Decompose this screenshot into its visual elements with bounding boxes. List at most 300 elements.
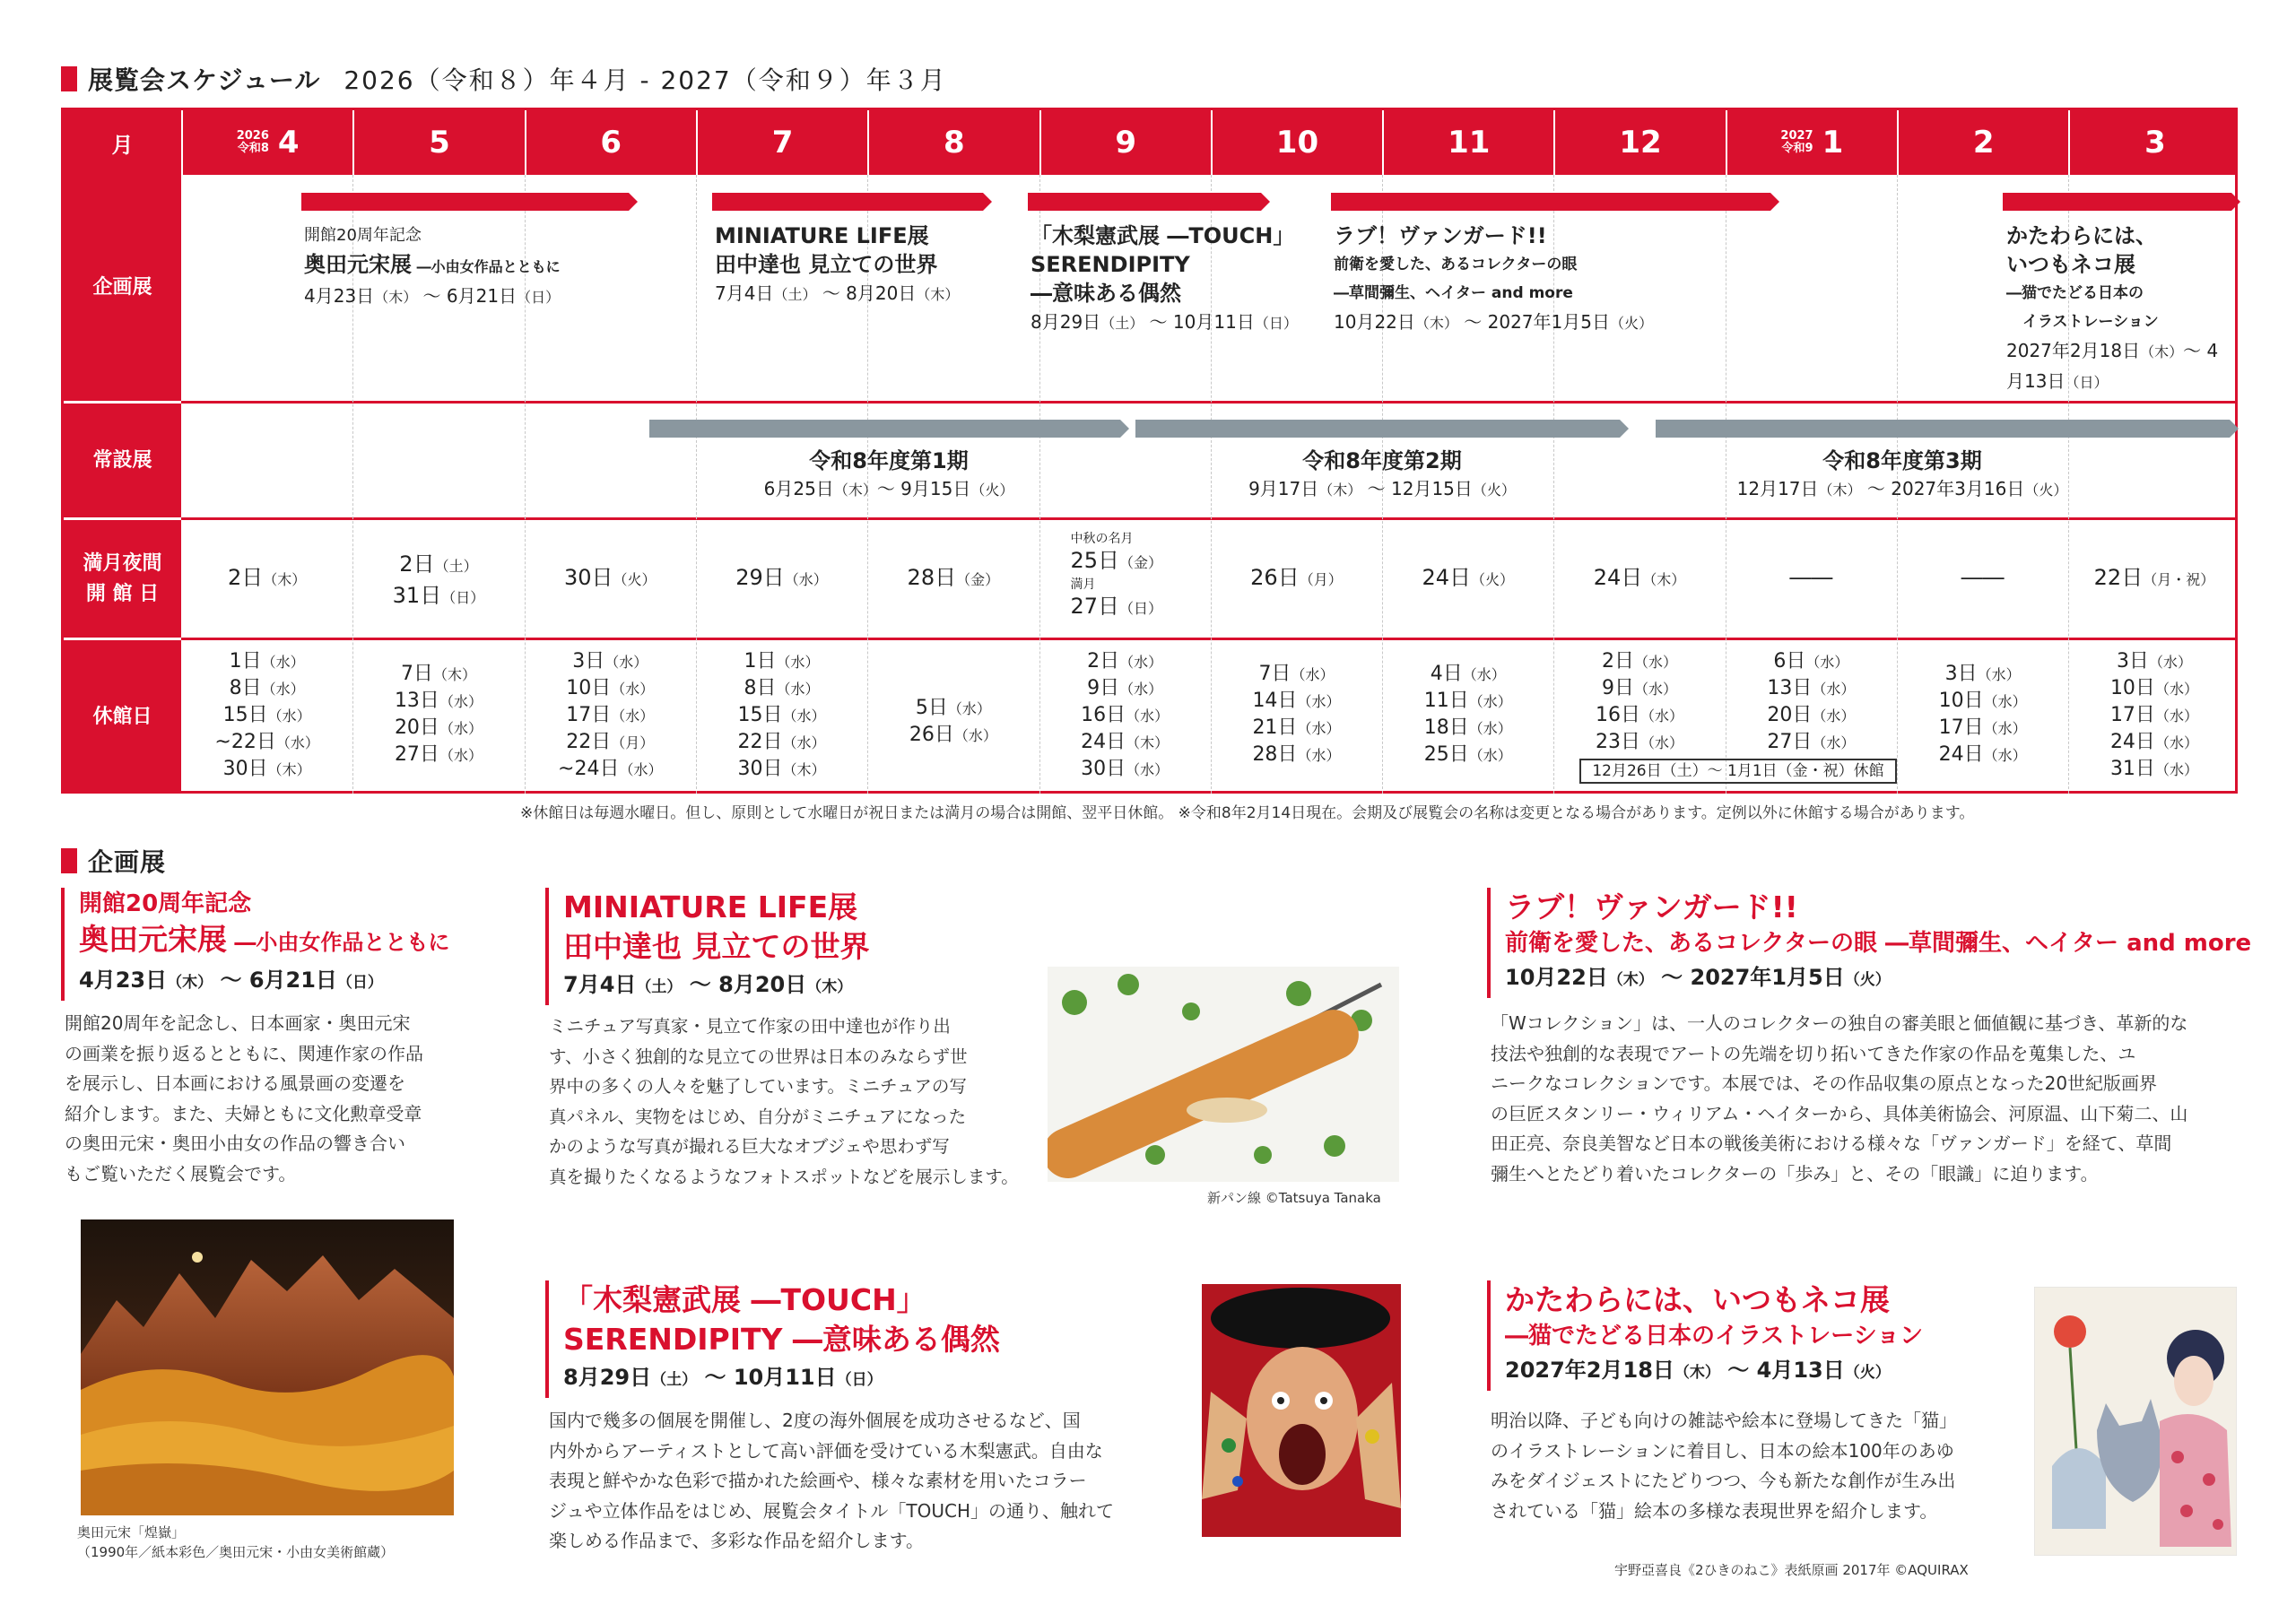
day: 20日 bbox=[1767, 704, 1813, 726]
closed-day bbox=[1039, 675, 1211, 702]
weekday: （木） bbox=[267, 761, 311, 778]
closed-day bbox=[696, 702, 867, 729]
weekday: （水） bbox=[439, 720, 483, 737]
night-date bbox=[1726, 563, 1897, 594]
day: 13日 bbox=[394, 690, 439, 712]
miniature-caption: 新パン線 ©Tatsuya Tanaka bbox=[1207, 1190, 1381, 1206]
weekday: （木） bbox=[916, 286, 960, 303]
closed-day bbox=[352, 715, 524, 742]
special-line-2 bbox=[2006, 250, 2235, 279]
miniature-title-1: MINIATURE LIFE展 bbox=[563, 890, 858, 924]
day: 9日 bbox=[1087, 677, 1120, 699]
day: 1日 bbox=[744, 650, 777, 673]
okuda-title-1: 開館20周年記念 bbox=[79, 890, 252, 917]
exhibition-neko bbox=[1487, 1280, 1923, 1391]
day: 30日 bbox=[563, 565, 613, 590]
special-line-2-text: 田中達也 見立ての世界 bbox=[715, 252, 938, 277]
kinashi-body: 国内で幾多の個展を開催し、2度の海外個展を成功させるなど、国 内外からアーティストとして高い評価を受けている木梨憲武。自由な 表現と鮮やかな色彩で描かれた絵画や、様々な素材を用いたコラー ジュや立体作品をはじめ、展覧会タイトル「TOUCH」の通り、触れて 楽しめる作品まで、多彩な作品を紹介します。 bbox=[549, 1410, 1115, 1552]
special-exhibition-3 bbox=[1031, 221, 1298, 338]
weekday: （水） bbox=[784, 571, 828, 588]
weekday: （木） bbox=[833, 482, 877, 499]
day: 11日 bbox=[1423, 690, 1469, 712]
weekday: （水） bbox=[439, 747, 483, 764]
divider bbox=[181, 638, 2235, 640]
weekday: （火） bbox=[613, 571, 657, 588]
day: 15日 bbox=[222, 704, 268, 726]
weekday: （水） bbox=[947, 700, 991, 717]
permanent-exhibition-bar bbox=[649, 420, 1129, 438]
closed-days-month-3 bbox=[525, 648, 696, 783]
night-opening-month-9 bbox=[1553, 563, 1725, 595]
closed-day bbox=[1553, 729, 1725, 756]
closed-days-month-8 bbox=[1382, 661, 1553, 768]
weekday: （木） bbox=[374, 289, 418, 306]
special-exhibition-bar bbox=[1028, 193, 1270, 211]
day: 30日 bbox=[737, 758, 783, 780]
weekday: （水） bbox=[2148, 654, 2192, 671]
closed-day bbox=[1897, 688, 2068, 715]
closed-day bbox=[1726, 729, 1897, 756]
weekday: （水） bbox=[1634, 681, 1678, 698]
weekday: （木） bbox=[1414, 315, 1458, 332]
closed-day bbox=[525, 675, 696, 702]
weekday: （水） bbox=[1462, 666, 1506, 683]
weekday: （木） bbox=[2140, 343, 2184, 360]
day: 29日 bbox=[735, 565, 785, 590]
day: 24日 bbox=[2109, 731, 2155, 753]
night-date bbox=[1039, 594, 1211, 621]
month-2-header bbox=[352, 110, 524, 175]
closed-day bbox=[867, 722, 1039, 749]
weekday: （水） bbox=[1126, 761, 1170, 778]
day: 25日 bbox=[1423, 743, 1469, 766]
special-dates bbox=[715, 279, 959, 309]
schedule-title: 展覧会スケジュール bbox=[88, 65, 321, 95]
special-line-1: ラブ！ヴァンガード!! bbox=[1334, 223, 1547, 248]
detail-heading bbox=[61, 843, 166, 879]
day: 2日 bbox=[1602, 650, 1635, 673]
weekday: （土） bbox=[773, 286, 817, 303]
closed-day bbox=[696, 648, 867, 675]
okuda-caption: 奥田元宋「煌嶽」 （1990年／紙本彩色／奥田元宋・小由女美術館蔵） bbox=[77, 1524, 395, 1560]
day: 8日 bbox=[229, 677, 262, 699]
night-opening-month-8 bbox=[1382, 563, 1553, 595]
weekday: （水） bbox=[1977, 666, 2021, 683]
weekday: （水） bbox=[782, 707, 826, 725]
weekday: （水） bbox=[776, 681, 820, 698]
exhibition-okuda bbox=[61, 888, 449, 1001]
weekday: （水） bbox=[439, 693, 483, 710]
exhibition-love-vanguard bbox=[1487, 888, 2251, 998]
date-start: 4月23日 bbox=[304, 285, 375, 307]
night-opening-month-11 bbox=[1897, 563, 2068, 594]
weekday: （水） bbox=[1812, 707, 1856, 725]
special-line-1: 開館20周年記念 bbox=[304, 226, 422, 245]
love-title-1: ラブ！ヴァンガード!! bbox=[1505, 890, 1798, 924]
day: 6日 bbox=[1773, 650, 1806, 673]
neko-title-2: ―猫でたどる日本のイラストレーション bbox=[1505, 1323, 1924, 1350]
closed-days-month-5 bbox=[867, 695, 1039, 749]
day: 2日 bbox=[228, 565, 264, 590]
permanent-name: 令和8年度第1期 bbox=[809, 448, 969, 473]
night-date bbox=[1382, 563, 1553, 595]
night-date bbox=[181, 563, 352, 595]
weekday: （水） bbox=[1983, 747, 2027, 764]
month-10-header bbox=[1726, 110, 1897, 175]
permanent-exhibition-3 bbox=[1678, 446, 2126, 503]
day: 20日 bbox=[394, 716, 439, 739]
day: 22日 bbox=[2093, 565, 2144, 590]
weekday: （木） bbox=[263, 571, 307, 588]
day: 1日 bbox=[229, 650, 262, 673]
night-date bbox=[352, 581, 524, 612]
night-opening-month-2 bbox=[352, 550, 524, 612]
weekday: （土） bbox=[1100, 315, 1144, 332]
permanent-exhibition-2 bbox=[1158, 446, 1606, 503]
special-line-2-text: 奥田元宋展 bbox=[304, 252, 412, 277]
exhibition-miniature bbox=[545, 888, 870, 1005]
month-9-header bbox=[1553, 110, 1725, 175]
day: 24日 bbox=[1593, 565, 1643, 590]
weekday: （木） bbox=[782, 761, 826, 778]
special-line-2 bbox=[304, 250, 561, 282]
day: 28日 bbox=[1252, 743, 1298, 766]
night-opening-month-7 bbox=[1211, 563, 1382, 595]
closed-day bbox=[181, 675, 352, 702]
weekday: （水） bbox=[2154, 761, 2198, 778]
day: 3日 bbox=[572, 650, 605, 673]
closed-day bbox=[1553, 648, 1725, 675]
okuda-title-2 bbox=[79, 920, 449, 962]
weekday: （木） bbox=[1126, 734, 1170, 751]
closed-day bbox=[1039, 729, 1211, 756]
special-exhibition-bar bbox=[1331, 193, 1779, 211]
closed-day bbox=[867, 695, 1039, 722]
closed-days-month-11 bbox=[1897, 661, 2068, 768]
heading-marker bbox=[61, 848, 77, 873]
special-line-2-sub: ―小由女作品とともに bbox=[412, 258, 561, 275]
date-end: ～ 2027年3月16日 bbox=[1861, 478, 2025, 499]
closed-day bbox=[1553, 675, 1725, 702]
special-line-3: ―猫でたどる日本の bbox=[2006, 284, 2144, 302]
day: 13日 bbox=[1767, 677, 1813, 699]
closed-day bbox=[525, 648, 696, 675]
day: 24日 bbox=[1938, 743, 1984, 766]
okuda-title-sub: ―小由女作品とともに bbox=[227, 930, 450, 955]
closed-day bbox=[181, 756, 352, 783]
weekday: （木） bbox=[1318, 482, 1362, 499]
day: 10日 bbox=[566, 677, 612, 699]
closed-day bbox=[2068, 756, 2239, 783]
row-label-special: 企画展 bbox=[64, 175, 181, 401]
day: 16日 bbox=[1596, 704, 1641, 726]
day: 18日 bbox=[1423, 716, 1469, 739]
weekday: （水） bbox=[1468, 720, 1512, 737]
special-dates bbox=[1031, 308, 1298, 338]
day: 22日 bbox=[566, 731, 612, 753]
weekday: （土） bbox=[434, 558, 478, 575]
permanent-name: 令和8年度第3期 bbox=[1822, 448, 1982, 473]
weekday: （水） bbox=[604, 654, 648, 671]
special-line-2-text: いつもネコ展 bbox=[2006, 252, 2135, 277]
day: 4日 bbox=[1430, 663, 1463, 685]
day: 31日 bbox=[2109, 758, 2155, 780]
weekday: （水） bbox=[2154, 734, 2198, 751]
special-exhibition-2 bbox=[715, 221, 959, 309]
day: 7日 bbox=[400, 663, 433, 685]
special-line-1: 「木梨憲武展 ―TOUCH」 bbox=[1031, 223, 1295, 248]
day: ―― bbox=[1789, 565, 1833, 590]
date-end: ～ 12月15日 bbox=[1361, 478, 1473, 499]
closed-days-month-12 bbox=[2068, 648, 2239, 783]
closed-day bbox=[1726, 648, 1897, 675]
day: 5日 bbox=[915, 697, 948, 719]
closed-days-month-10 bbox=[1726, 648, 1897, 756]
year-mark-text: 2026 bbox=[236, 129, 269, 143]
closed-day bbox=[696, 729, 867, 756]
closed-day bbox=[1553, 702, 1725, 729]
weekday: （金） bbox=[956, 571, 1000, 588]
night-opening-month-4 bbox=[696, 563, 867, 595]
month-8-header bbox=[1382, 110, 1553, 175]
divider bbox=[181, 517, 2235, 520]
special-line-2-text: SERENDIPITY bbox=[1031, 252, 1190, 277]
closed-day bbox=[352, 688, 524, 715]
special-exhibition-bar bbox=[2003, 193, 2240, 211]
weekday: （水） bbox=[1291, 666, 1335, 683]
kinashi-title-1: 「木梨憲武展 ―TOUCH」 bbox=[563, 1282, 926, 1317]
special-line-2 bbox=[1031, 250, 1298, 279]
weekday: （水） bbox=[2154, 707, 2198, 725]
night-date bbox=[1897, 563, 2068, 594]
okuda-title-main: 奥田元宋展 bbox=[79, 922, 227, 957]
date-start: 6月25日 bbox=[763, 478, 834, 499]
year-mark-text: 2027 bbox=[1780, 129, 1813, 143]
weekday: （水） bbox=[776, 654, 820, 671]
day: 27日 bbox=[394, 743, 439, 766]
kinashi-dates: 8月29日（土） ～ 10月11日（日） bbox=[563, 1365, 883, 1390]
day: 23日 bbox=[1596, 731, 1641, 753]
weekday: （水） bbox=[1983, 720, 2027, 737]
special-dates bbox=[1334, 308, 1653, 338]
day: 24日 bbox=[1422, 565, 1471, 590]
permanent-dates bbox=[1158, 476, 1606, 503]
closed-day bbox=[1382, 715, 1553, 742]
okuda-dates: 4月23日（木） ～ 6月21日（日） bbox=[79, 968, 383, 993]
night-date bbox=[1211, 563, 1382, 595]
closed-day bbox=[1211, 661, 1382, 688]
day: 30日 bbox=[1081, 758, 1126, 780]
permanent-name: 令和8年度第2期 bbox=[1302, 448, 1462, 473]
permanent-exhibition-1 bbox=[665, 446, 1113, 503]
weekday: （水） bbox=[611, 681, 655, 698]
weekday: （日） bbox=[1254, 315, 1298, 332]
special-dates bbox=[304, 282, 561, 312]
day: 7日 bbox=[1258, 663, 1292, 685]
closed-day bbox=[2068, 702, 2239, 729]
month-number: 6 bbox=[600, 125, 622, 161]
weekday: （水） bbox=[1983, 693, 2027, 710]
weekday: （水） bbox=[261, 654, 305, 671]
permanent-exhibition-bar bbox=[1135, 420, 1629, 438]
closed-days-month-2 bbox=[352, 661, 524, 768]
weekday: （木） bbox=[1642, 571, 1686, 588]
date-start: 10月22日 bbox=[1334, 311, 1415, 333]
day: 3日 bbox=[2116, 650, 2149, 673]
month-number: 3 bbox=[2144, 125, 2166, 161]
day: 14日 bbox=[1252, 690, 1298, 712]
special-line-2-text: 前衛を愛した、あるコレクターの眼 bbox=[1334, 256, 1578, 273]
weekday: （火） bbox=[1472, 482, 1516, 499]
date-end: ～ 9月15日 bbox=[876, 478, 971, 499]
month-number: 7 bbox=[771, 125, 794, 161]
miniature-title-2: 田中達也 見立ての世界 bbox=[563, 929, 870, 964]
closed-day bbox=[352, 661, 524, 688]
month-12-header bbox=[2068, 110, 2239, 175]
day: 28日 bbox=[907, 565, 957, 590]
month-number: 1 bbox=[1822, 125, 1844, 161]
night-date bbox=[867, 563, 1039, 595]
closed-day bbox=[352, 742, 524, 768]
closed-days-month-9 bbox=[1553, 648, 1725, 756]
weekday: （水） bbox=[1640, 734, 1684, 751]
closed-day bbox=[1897, 715, 2068, 742]
year-mark-text: 令和9 bbox=[1781, 142, 1813, 155]
day: ~22日 bbox=[214, 731, 276, 753]
weekday: （水） bbox=[1805, 654, 1849, 671]
night-date bbox=[1039, 548, 1211, 576]
closed-day bbox=[2068, 648, 2239, 675]
year-mark bbox=[1780, 130, 1813, 155]
month-number: 5 bbox=[429, 125, 450, 161]
year-mark bbox=[237, 130, 269, 155]
month-1-header bbox=[181, 110, 352, 175]
special-line-2 bbox=[1334, 250, 1653, 279]
weekday: （水） bbox=[1297, 693, 1341, 710]
weekday: （木） bbox=[1818, 482, 1862, 499]
weekday: （月・祝） bbox=[2143, 571, 2215, 588]
closed-day bbox=[1039, 702, 1211, 729]
day: 2日 bbox=[1087, 650, 1120, 673]
weekday: （水） bbox=[1468, 747, 1512, 764]
date-end: ～ 4月13日 bbox=[2006, 340, 2219, 392]
weekday: （水） bbox=[275, 734, 319, 751]
day: 10日 bbox=[2109, 677, 2155, 699]
miniature-body: ミニチュア写真家・見立て作家の田中達也が作り出 す、小さく独創的な見立ての世界は日本のみならず世 界中の多くの人々を魅了しています。ミニチュアの写 真パネル、実物をはじめ、自分がミニチュアになった かのような写真が撮れる巨大なオブジェや思わず写 真を撮りたくなるようなフォトスポットなどを展示します。 bbox=[549, 1016, 1019, 1187]
day: 26日 bbox=[909, 724, 954, 746]
day: 30日 bbox=[222, 758, 268, 780]
night-opening-month-12 bbox=[2068, 563, 2239, 595]
special-line-1: MINIATURE LIFE展 bbox=[715, 223, 929, 248]
special-exhibition-4 bbox=[1334, 221, 1653, 338]
okuda-painting-image bbox=[81, 1219, 454, 1515]
weekday: （火） bbox=[1609, 315, 1653, 332]
weekday: （月） bbox=[611, 734, 655, 751]
day: 16日 bbox=[1081, 704, 1126, 726]
month-5-header bbox=[867, 110, 1039, 175]
closed-day bbox=[696, 756, 867, 783]
closed-day bbox=[525, 756, 696, 783]
closed-day bbox=[1039, 756, 1211, 783]
night-date bbox=[352, 550, 524, 581]
day: 3日 bbox=[1944, 663, 1978, 685]
closed-day bbox=[1726, 702, 1897, 729]
year-mark-text: 令和8 bbox=[237, 142, 269, 155]
closed-day bbox=[2068, 675, 2239, 702]
date-end: ～ 10月11日 bbox=[1144, 311, 1255, 333]
weekday: （水） bbox=[2154, 681, 2198, 698]
day: 26日 bbox=[1250, 565, 1300, 590]
month-11-header bbox=[1897, 110, 2068, 175]
night-opening-month-3 bbox=[525, 563, 696, 595]
closed-day bbox=[696, 675, 867, 702]
closed-day bbox=[1211, 688, 1382, 715]
month-label: 月 bbox=[111, 132, 134, 158]
kinashi-title-2: SERENDIPITY ―意味ある偶然 bbox=[563, 1322, 1000, 1357]
closed-day bbox=[181, 702, 352, 729]
day: 17日 bbox=[1938, 716, 1984, 739]
okuda-body: 開館20周年を記念し、日本画家・奥田元宋 の画業を振り返るとともに、関連作家の作品 を展示し、日本画における風景画の変遷を 紹介します。また、夫婦ともに文化勲章受章 の奥田元宋・奥田小由女の作品の響き合い もご覧いただく展覧会です。 bbox=[65, 1012, 423, 1185]
night-date bbox=[696, 563, 867, 595]
closed-day bbox=[525, 702, 696, 729]
weekday: （日） bbox=[441, 589, 485, 606]
permanent-dates bbox=[665, 476, 1113, 503]
day: 24日 bbox=[1081, 731, 1126, 753]
neko-caption: 宇野亞喜良《2ひきのねこ》表紙原画 2017年 ©AQUIRAX bbox=[1614, 1562, 1969, 1578]
night-date bbox=[525, 563, 696, 595]
weekday: （水） bbox=[1812, 734, 1856, 751]
miniature-bread-train-image bbox=[1048, 967, 1399, 1182]
closed-day bbox=[1897, 661, 2068, 688]
weekday: （水） bbox=[1297, 747, 1341, 764]
month-header-row bbox=[64, 110, 2235, 175]
special-line-3: ―草間彌生、ヘイター and more bbox=[1334, 284, 1573, 302]
row-label-permanent: 常設展 bbox=[64, 404, 181, 517]
date-end: ～ 8月20日 bbox=[816, 282, 917, 304]
day: 21日 bbox=[1252, 716, 1298, 739]
weekday: （日） bbox=[517, 289, 561, 306]
day: ―― bbox=[1961, 565, 2005, 590]
exhibition-kinashi bbox=[545, 1280, 1000, 1398]
closed-days-month-7 bbox=[1211, 661, 1382, 768]
weekday: （水） bbox=[619, 761, 663, 778]
weekday: （水） bbox=[1468, 693, 1512, 710]
neko-body: 明治以降、子ども向けの雑誌や絵本に登場してきた「猫」 のイラストレーションに着目し、日本の絵本100年のあゆ みをダイジェストにたどりつつ、今も新たな創作が生み出 されている「猫」絵本の多様な表現世界を紹介します。 bbox=[1491, 1410, 1957, 1522]
weekday: （水） bbox=[782, 734, 826, 751]
special-line-4: イラストレーション bbox=[2022, 313, 2159, 331]
love-dates: 10月22日（木） ～ 2027年1月5日（火） bbox=[1505, 965, 1891, 990]
closed-day bbox=[181, 648, 352, 675]
row-label-night: 満月夜間 開 館 日 bbox=[64, 520, 181, 638]
day: 31日 bbox=[392, 583, 442, 608]
night-opening-month-5 bbox=[867, 563, 1039, 595]
night-opening-month-10 bbox=[1726, 563, 1897, 594]
date-end: ～ 2027年1月5日 bbox=[1457, 311, 1610, 333]
weekday: （火） bbox=[1471, 571, 1515, 588]
weekday: （金） bbox=[1119, 554, 1163, 571]
closed-day bbox=[1382, 661, 1553, 688]
month-number: 4 bbox=[277, 125, 300, 161]
permanent-dates bbox=[1678, 476, 2126, 503]
schedule-heading bbox=[61, 61, 947, 97]
kinashi-portrait-image bbox=[1202, 1284, 1401, 1537]
special-exhibition-bar bbox=[712, 193, 992, 211]
weekday: （水） bbox=[1812, 681, 1856, 698]
weekday: （水） bbox=[267, 707, 311, 725]
month-number: 11 bbox=[1448, 125, 1491, 161]
weekday: （水） bbox=[1640, 707, 1684, 725]
detail-section-title: 企画展 bbox=[88, 847, 167, 877]
